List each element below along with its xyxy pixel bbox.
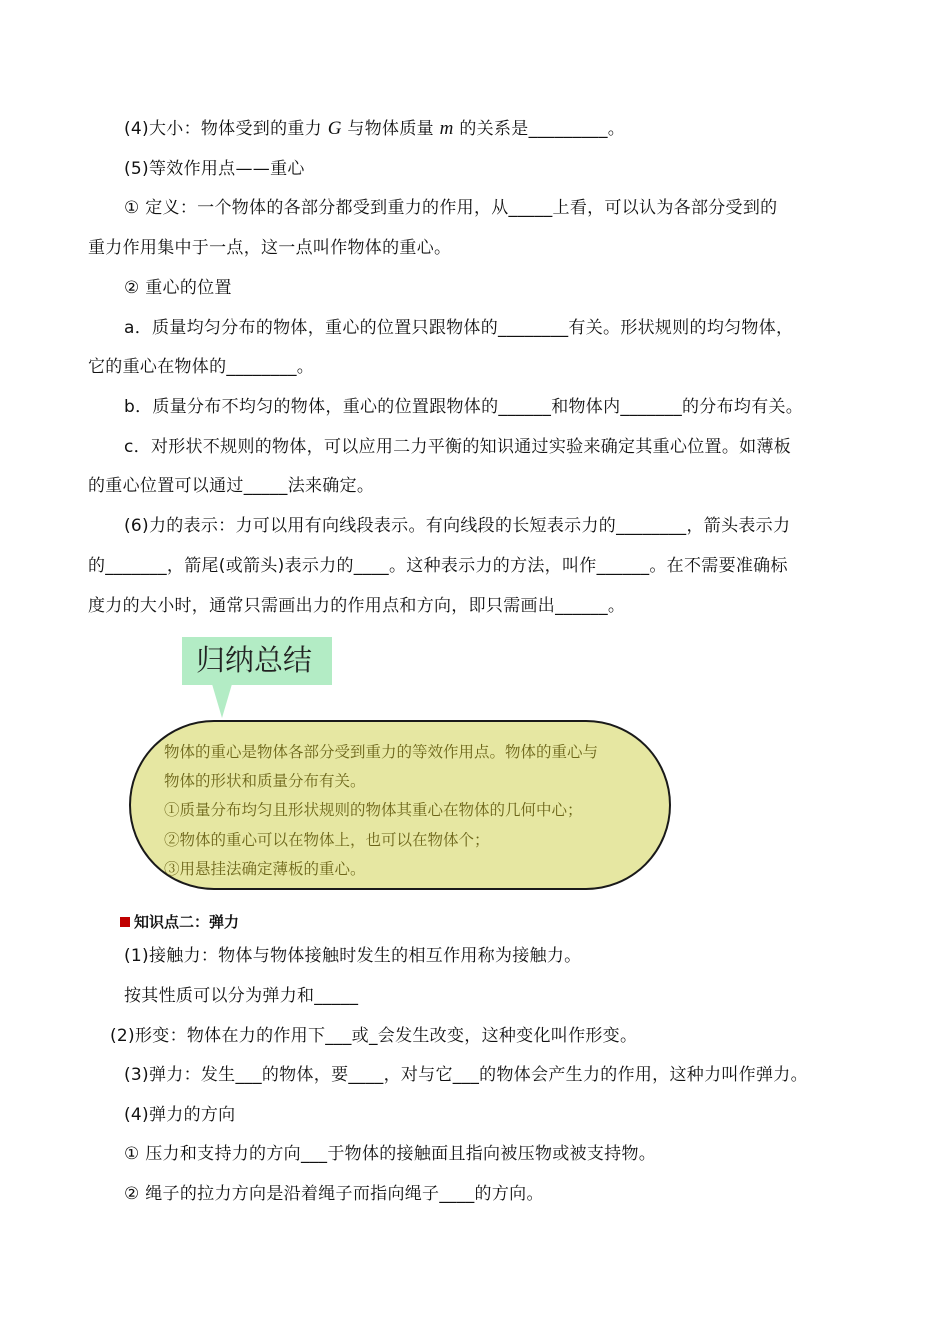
summary-title: 归纳总结 bbox=[196, 643, 313, 677]
contact-force-types-line: 按其性质可以分为弹力和_____ bbox=[124, 986, 359, 1006]
point-c-line-2: 的重心位置可以通过_____法来确定。 bbox=[88, 476, 375, 496]
badge-pointer bbox=[212, 684, 232, 718]
force-representation-line-2: 的_______，箭尾(或箭头)表示力的____。这种表示力的方法，叫作______。在不需要准确标 bbox=[88, 556, 788, 576]
section-heading-elastic-force bbox=[120, 911, 239, 933]
contact-force-line: (1)接触力：物体与物体接触时发生的相互作用称为接触力。 bbox=[124, 946, 582, 966]
elastic-direction-heading: (4)弹力的方向 bbox=[124, 1105, 236, 1125]
force-representation-line-3: 度力的大小时，通常只需画出力的作用点和方向，即只需画出______。 bbox=[88, 596, 626, 616]
point-b-line: b．质量分布不均匀的物体，重心的位置跟物体的______和物体内_______的分布均有关。 bbox=[124, 397, 804, 417]
summary-line-4: ②物体的重心可以在物体上，也可以在物体个； bbox=[164, 831, 490, 849]
pressure-direction-line: ① 压力和支持力的方向___于物体的接触面且指向被压物或被支持物。 bbox=[124, 1144, 657, 1164]
point-c-line-1: c．对形状不规则的物体，可以应用二力平衡的知识通过实验来确定其重心位置。如薄板 bbox=[124, 437, 792, 457]
summary-line-2: 物体的形状和质量分布有关。 bbox=[164, 772, 366, 790]
var-g: G bbox=[327, 118, 342, 139]
definition-line-2: 重力作用集中于一点，这一点叫作物体的重心。 bbox=[88, 238, 452, 258]
elastic-force-line: (3)弹力：发生___的物体，要____，对与它___的物体会产生力的作用，这种力叫作弹力。 bbox=[124, 1065, 808, 1085]
summary-line-5: ③用悬挂法确定薄板的重心。 bbox=[164, 860, 366, 878]
section-title: 知识点二：弹力 bbox=[134, 913, 240, 931]
center-of-gravity-heading: (5)等效作用点——重心 bbox=[124, 159, 305, 179]
deformation-line: (2)形变：物体在力的作用下___或_会发生改变，这种变化叫作形变。 bbox=[110, 1026, 638, 1046]
summary-line-3: ①质量分布均匀且形状规则的物体其重心在物体的几何中心； bbox=[164, 801, 583, 819]
summary-line-1: 物体的重心是物体各部分受到重力的等效作用点。物体的重心与 bbox=[164, 743, 599, 761]
gravity-magnitude-line bbox=[124, 117, 625, 141]
text: 与物体质量 bbox=[341, 119, 440, 139]
point-a-line-2: 它的重心在物体的________。 bbox=[88, 357, 315, 377]
tension-direction-line: ② 绳子的拉力方向是沿着绳子而指向绳子____的方向。 bbox=[124, 1184, 544, 1204]
text: 的关系是_________。 bbox=[453, 119, 626, 139]
summary-badge bbox=[182, 637, 332, 685]
var-m: m bbox=[439, 118, 454, 139]
text: (4)大小：物体受到的重力 bbox=[124, 119, 328, 139]
position-heading: ② 重心的位置 bbox=[124, 278, 232, 298]
definition-line-1: ① 定义：一个物体的各部分都受到重力的作用，从_____上看，可以认为各部分受到的 bbox=[124, 198, 778, 218]
section-marker-icon bbox=[120, 917, 130, 927]
point-a-line-1: a．质量均匀分布的物体，重心的位置只跟物体的________有关。形状规则的均匀物体， bbox=[124, 318, 794, 338]
force-representation-line-1: (6)力的表示：力可以用有向线段表示。有向线段的长短表示力的________，箭头表示力 bbox=[124, 516, 791, 536]
